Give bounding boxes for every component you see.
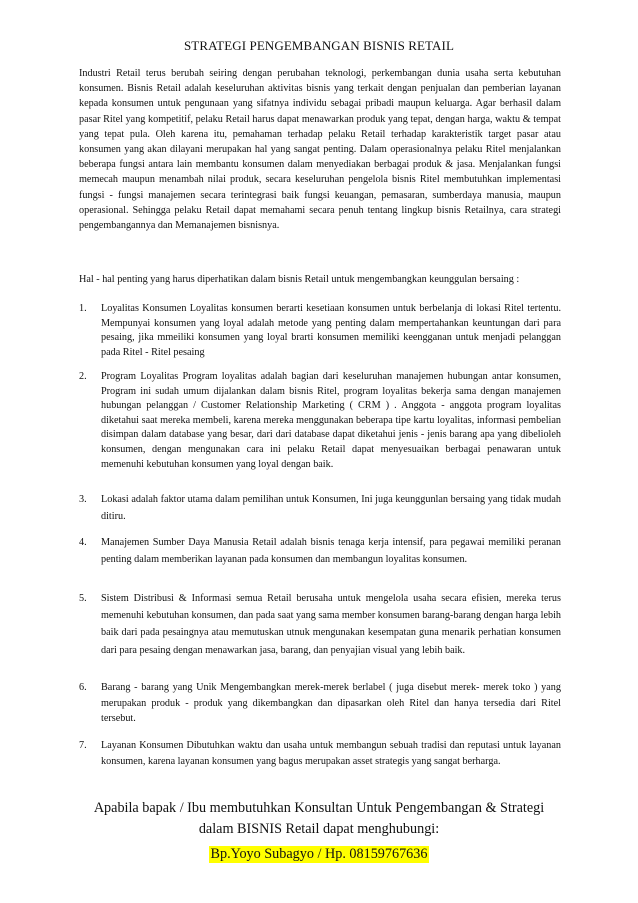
list-item-number: 4. <box>79 537 87 548</box>
footer-line-1: Apabila bapak / Ibu membutuhkan Konsultan Untuk Pengembangan & Strategi <box>93 800 545 816</box>
list-item-number: 6. <box>79 682 87 693</box>
list-item-number: 7. <box>79 740 87 751</box>
list-item <box>79 738 561 769</box>
list-item <box>79 302 561 360</box>
list-lead-paragraph: Hal - hal penting yang harus diperhatikan dalam bisnis Retail untuk mengembangkan keunggulan bersaing : <box>79 274 520 285</box>
intro-paragraph: Industri Retail terus berubah seiring dengan perubahan teknologi, perkembangan dunia usaha serta kebutuhan konsumen. Bisnis Retail adalah keseluruhan aktivitas bisnis yang terkait dengan penjualan dan pemberian layanan kepada konsumen untuk pengunaan yang sifatnya individu sebagai pribadi maupun keluarga. Agar berhasil dalam pasar Ritel yang kompetitif, pelaku Retail harus dapat menawarkan produk yang tepat, dengan harga, waktu & tempat yang tepat pula. Oleh karena itu, pemahaman terhadap pelaku Retail terhadap karakteristik target pasar atau konsumen yang akan dilayani merupakan hal yang sangat penting. Dalam operasionalnya pelaku Ritel menjalankan beberapa fungsi antara lain membantu konsumen dalam menyediakan berbagai produk & jasa. Menjalankan fungsi memecah maupun menambah nilai produk, secara keseluruhan pengelola bisnis Ritel membutuhkan implementasi fungsi - fungsi manajemen secara terintegrasi baik fungsi keuangan, pemasaran, sumberdaya manusia, maupun operasional. Sehingga pelaku Retail dapat memahami secara penuh tentang lingkup bisnis Retailnya, cara strategi pengembangannya dan Memanajemen bisnisnya. <box>79 68 561 232</box>
contact-highlight: Bp.Yoyo Subagyo / Hp. 08159767636 <box>210 846 428 862</box>
footer-note <box>0 798 638 840</box>
list-item-text: Sistem Distribusi & Informasi semua Retail berusaha untuk mengelola usaha secara efisien, mereka terus memenuhi kebutuhan konsumen, dan pada saat yang sama member konsumen barang-barang dengan harga lebih baik dari pada pesaingnya atau memutuskan utnuk mengunakan kesempatan guna menarik perhatian konsumen dari para pesaing dengan menawarkan jasa, barang, dan penyajian visual yang lebih baik. <box>101 593 561 656</box>
list-item <box>79 680 561 727</box>
list-item-number: 1. <box>79 303 87 314</box>
list-item <box>79 590 561 659</box>
list-item-text: Loyalitas Konsumen Loyalitas konsumen berarti kesetiaan konsumen untuk berbelanja di lokasi Ritel tertentu. Mempunyai konsumen yang loyal adalah metode yang penting dalam mempertahankan keuntungan dari para pesaing, jika mmeiliki konsumen yang loyal brarti konsumen memiliki keengganan untuk menjadi pelanggan pada Ritel - Ritel pesaing <box>101 303 561 358</box>
footer-line-2: dalam BISNIS Retail dapat menghubungi: <box>198 821 440 837</box>
list-item-number: 2. <box>79 371 87 382</box>
list-item-number: 3. <box>79 494 87 505</box>
document-title: STRATEGI PENGEMBANGAN BISNIS RETAIL <box>183 38 455 53</box>
list-item-text: Lokasi adalah faktor utama dalam pemilihan untuk Konsumen, Ini juga keunggunlan bersaing yang tidak mudah ditiru. <box>101 494 561 522</box>
list-item <box>79 491 561 525</box>
list-item <box>79 534 561 568</box>
list-item-text: Layanan Konsumen Dibutuhkan waktu dan usaha untuk membangun sebuah tradisi dan reputasi untuk layanan konsumen, karena layanan konsumen yang bagus merupakan asset strategis yang sangat berharga. <box>101 740 561 767</box>
list-item-text: Barang - barang yang Unik Mengembangkan merek-merek berlabel ( juga disebut merek- merek toko ) yang merupakan produk - produk yang dikembangkan dan dipasarkan oleh Ritel dan hanya tersedia dari Ritel tersebut. <box>101 682 561 725</box>
list-item-text: Manajemen Sumber Daya Manusia Retail adalah bisnis tenaga kerja intensif, para pegawai memiliki peranan penting dalam memberikan layanan pada konsumen dan membangun loyalitas konsumen. <box>101 537 561 565</box>
list-item-number: 5. <box>79 593 87 604</box>
list-item <box>79 370 561 472</box>
contact-wrapper <box>0 845 638 863</box>
list-item-text: Program Loyalitas Program loyalitas adalah bagian dari keseluruhan manajemen hubungan antar konsumen, Program ini sudah umum dijalankan dalam bisnis Ritel, program loyalitas bekerja sama dengan manajemen hubungan pelanggan / Customer Relationship Marketing ( CRM ) . Anggota - anggota program loyalitas diketahui saat mereka membeli, karena mereka menggunakan beberapa tipe kartu loyalitas, informasi pembelian disimpan dalam database yang besar, dari dari database dapat diketahui jenis - jenis barang apa yang dibelioleh konsumen, dengan mengunakan cara ini pelaku Retail dapat menyesuaikan berbagai penawaran untuk memenuhi kebutuhan konsumen yang loyal dengan baik. <box>101 371 561 470</box>
